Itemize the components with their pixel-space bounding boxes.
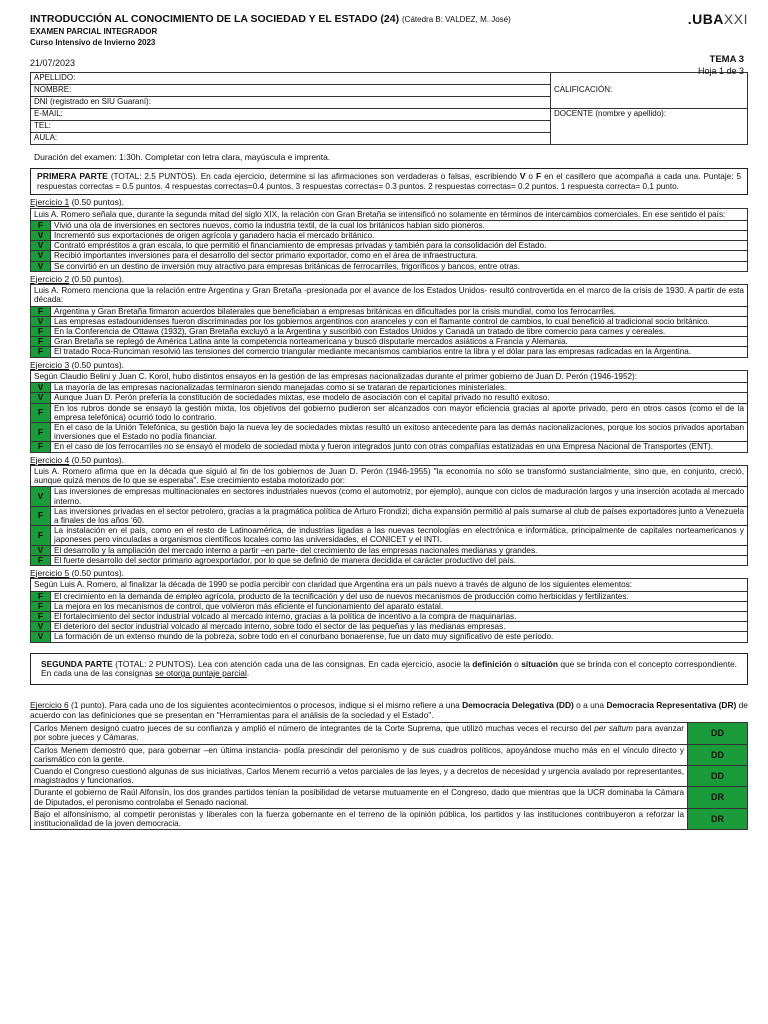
statement-text: El fuerte desarrollo del sector primario agroexportador, por lo que se definió de manera decidida el carácter productivo del país.	[51, 555, 748, 565]
statement-text: Aunque Juan D. Perón prefería la constitución de sociedades mixtas, ese modelo de asociación con el capital privado no resultó exitoso.	[51, 393, 748, 403]
statement-text: La mejora en los mecanismos de control, que volvieron más eficiente el funcionamiento del aparato estatal.	[51, 601, 748, 611]
answer-box[interactable]: V	[31, 251, 51, 261]
hoja-label: Hoja 1 de 3	[697, 66, 744, 77]
statement-text: Las inversiones de empresas multinacionales en sectores industriales nuevos (como el automotriz, por ejemplo), aunque con ciclos de maduración largos y una inserción acotada al mercado interno.	[51, 487, 748, 506]
answer-box[interactable]: F	[31, 555, 51, 565]
answer-box[interactable]: V	[31, 545, 51, 555]
statement-text: La mayoría de las empresas nacionalizadas terminaron siendo manejadas como si se trataran de reparticiones ministeriales.	[51, 383, 748, 393]
statement-row	[31, 403, 748, 422]
exercise-stem: Según Luis A. Romero, al finalizar la década de 1990 se podía percibir con claridad que Argentina era un país nuevo a través de alguno de los siguientes elementos:	[31, 579, 748, 591]
statement-text: En la Conferencia de Ottawa (1932), Gran Bretaña excluyó a la Argentina y suscribió con Estados Unidos y Canadá un tratado de libre comercio para carnes y cereales.	[51, 326, 748, 336]
part-two-instructions: SEGUNDA PARTE (TOTAL: 2 PUNTOS). Lea con atención cada una de las consignas. En cada ejercicio, asocie la definición o situación que se brinda con el concepto correspondiente. En cada una de las consignas se otorga puntaje parcial.	[30, 653, 748, 686]
field-dni[interactable]: DNI (registrado en SIU Guaraní):	[31, 96, 551, 108]
duration-note: Duración del examen: 1:30h. Completar con letra clara, mayúscula e imprenta.	[34, 151, 331, 162]
exercise-6-instructions: Ejercicio 6 (1 punto). Para cada uno de los siguientes acontecimientos o procesos, indique si el mismo refiere a una Democracia Delegativa (DD) o a una Democracia Representativa (DR) de acuerdo con las definiciones que se presentan en "Herramientas para el análisis de la sociedad y el Estado".	[30, 700, 748, 720]
statement-text: Argentina y Gran Bretaña firmaron acuerdos bilaterales que beneficiaban a empresas británicas en dificultades por la crisis mundial, como los ferrocarriles.	[51, 306, 748, 316]
statement-row	[31, 347, 748, 357]
exercise-table	[30, 370, 748, 453]
statement-row	[31, 230, 748, 240]
statement-row	[31, 326, 748, 336]
statement-text: Carlos Menem designó cuatro jueces de su confianza y amplió el número de integrantes de la Corte Suprema, que utilizó muchas veces el recurso del per saltum para avanzar por sobre jueces y Cámaras.	[31, 723, 688, 744]
statement-text: El deterioro del sector industrial volcado al mercado interno, sobre todo el sector de las pequeñas y las medianas empresas.	[51, 622, 748, 632]
field-aula[interactable]: AULA:	[31, 132, 551, 144]
calificacion-field[interactable]: CALIFICACIÓN:	[551, 72, 748, 108]
statement-row	[31, 723, 748, 744]
exercise-title: Ejercicio 1 (0.50 puntos).	[30, 197, 125, 208]
exercise-stem: Luis A. Romero señala que, durante la segunda mitad del siglo XIX, la relación con Gran Bretaña se intensificó no solamente en términos de intercambios comerciales. En ese sentido el país:	[31, 208, 748, 220]
exercise-stem: Luis A. Romero afirma que en la década que siguió al fin de los gobiernos de Juan D. Perón (1946-1955) "la economía no sólo se transformó sustancialmente, sino que, en conjunto, creció, aunque quizá menos de lo que se esperaba". Ese crecimiento estaba motorizado por:	[31, 466, 748, 487]
answer-box[interactable]: F	[31, 220, 51, 230]
statement-text: El crecimiento en la demanda de empleo agrícola, producto de la tecnificación y del uso de nuevos mecanismos de producción como herbicidas y fertilizantes.	[51, 591, 748, 601]
statement-row	[31, 632, 748, 642]
statement-text: Bajo el alfonsinismo, al competir peronistas y liberales con la fuerza gobernante en el terreno de la opinión pública, los partidos y las instituciones contribuyeron a reforzar la institucionalidad de la joven democracia.	[31, 808, 688, 829]
answer-box[interactable]: F	[31, 601, 51, 611]
exercise-table	[30, 578, 748, 642]
exam-type: EXAMEN PARCIAL INTEGRADOR	[30, 26, 158, 36]
tema-block	[698, 54, 744, 78]
exercise-title: Ejercicio 2 (0.50 puntos).	[30, 273, 125, 284]
statement-text: El desarrollo y la ampliación del mercado interno a partir –en parte- del crecimiento de las empresas nacionales medianas y grandes.	[51, 545, 748, 555]
statement-text: En el caso de los ferrocarriles no se ensayó el modelo de sociedad mixta y fueron integrados junto con otras compañías estatizadas en una Empresa Nacional de Transportes (ENT).	[51, 442, 748, 452]
answer-box[interactable]: F	[31, 306, 51, 316]
statement-row	[31, 765, 748, 786]
statement-row	[31, 422, 748, 441]
course-period: Curso Intensivo de Invierno 2023	[30, 37, 156, 47]
statement-row	[31, 220, 748, 230]
answer-box[interactable]: V	[31, 393, 51, 403]
answer-box[interactable]: F	[31, 403, 51, 422]
exam-date: 21/07/2023	[30, 57, 76, 68]
statement-text: Cuando el Congreso cuestionó algunas de sus iniciativas, Carlos Menem recurrió a vetos parciales de las leyes, y a decretos de necesidad y urgencia avalado por representantes, magistrados y funcionarios.	[31, 765, 688, 786]
statement-text: Durante el gobierno de Raúl Alfonsín, los dos grandes partidos tenían la posibilidad de vetarse mutuamente en el Congreso, dado que mientras que la UCR dominaba la Cámara de Diputados, el peronismo controlaba el Senado nacional.	[31, 787, 688, 808]
answer-box[interactable]: F	[31, 337, 51, 347]
answer-box[interactable]: DD	[688, 744, 748, 765]
statement-row	[31, 506, 748, 525]
answer-box[interactable]: V	[31, 632, 51, 642]
uba-logo: .UBAXXI	[687, 11, 748, 27]
course-title: INTRODUCCIÓN AL CONOCIMIENTO DE LA SOCIEDAD Y EL ESTADO (24) (Cátedra B: VALDEZ, M. José)	[30, 13, 511, 25]
answer-box[interactable]: F	[31, 422, 51, 441]
docente-field[interactable]: DOCENTE (nombre y apellido):	[551, 108, 748, 144]
answer-box[interactable]: DR	[688, 808, 748, 829]
exercise-table	[30, 284, 748, 357]
statement-row	[31, 526, 748, 545]
statement-text: Recibió importantes inversiones para el desarrollo del sector primario exportador, como en el área de infraestructura.	[51, 251, 748, 261]
statement-row	[31, 808, 748, 829]
statement-row	[31, 555, 748, 565]
statement-text: Contrató empréstitos a gran escala, lo que permitió el financiamiento de empresas privadas y también para la consolidación del Estado.	[51, 241, 748, 251]
tema-label: TEMA 3	[709, 54, 744, 65]
answer-box[interactable]: F	[31, 526, 51, 545]
exercise-stem: Según Claudio Belini y Juan C. Korol, hubo distintos ensayos en la gestión de las empresas nacionalizadas durante el primer gobierno de Juan D. Perón (1946-1952):	[31, 371, 748, 383]
statement-row	[31, 316, 748, 326]
student-id-table	[30, 72, 748, 145]
statement-row	[31, 261, 748, 271]
answer-box[interactable]: V	[31, 241, 51, 251]
exercise-title: Ejercicio 5 (0.50 puntos).	[30, 567, 125, 578]
statement-row	[31, 545, 748, 555]
exam-page	[30, 10, 748, 830]
answer-box[interactable]: F	[31, 506, 51, 525]
exercise-6-table	[30, 722, 748, 830]
exercises-container	[30, 198, 748, 643]
statement-text: La formación de un extenso mundo de la pobreza, sobre todo en el conurbano bonaerense, fue un dato muy significativo de este período.	[51, 632, 748, 642]
answer-box[interactable]: V	[31, 383, 51, 393]
statement-row	[31, 251, 748, 261]
exercise-title: Ejercicio 4 (0.50 puntos).	[30, 454, 125, 465]
statement-text: En el caso de la Unión Telefónica, su gestión bajo la nueva ley de sociedades mixtas resultó un exitoso antecedente para las demás nacionalizaciones, porque los socios privados aportaban inversiones que el Estado no podía financiar.	[51, 422, 748, 441]
answer-box[interactable]: V	[31, 487, 51, 506]
statement-text: Carlos Menem demostró que, para gobernar –en última instancia- podía prescindir del peronismo y de sus cuadros políticos, apoyándose mucho más en el vínculo directo y carismático con la gente.	[31, 744, 688, 765]
answer-box[interactable]: F	[31, 347, 51, 357]
exercise-stem: Luis A. Romero menciona que la relación entre Argentina y Gran Bretaña -presionada por el avance de los Estados Unidos- resultó controvertida en el marco de la crisis de 1930. A partir de esta década:	[31, 285, 748, 306]
answer-box[interactable]: DD	[688, 765, 748, 786]
statement-row	[31, 306, 748, 316]
statement-row	[31, 622, 748, 632]
statement-text: Se convirtió en un destino de inversión muy atractivo para empresas británicas de ferrocarriles, frigoríficos y bancos, entre otras.	[51, 261, 748, 271]
answer-box[interactable]: DD	[688, 723, 748, 744]
statement-row	[31, 591, 748, 601]
statement-row	[31, 241, 748, 251]
answer-box[interactable]: DR	[688, 787, 748, 808]
statement-row	[31, 787, 748, 808]
statement-text: Las inversiones privadas en el sector petrolero, gracias a la pragmática política de Arturo Frondizi; dicha expansión permitió al país sumarse al club de países exportadores junto a Venezuela a finales de los años ‘60.	[51, 506, 748, 525]
statement-text: Gran Bretaña se replegó de América Latina ante la competencia norteamericana y buscó disputarle mercados asiáticos a Francia y Alemania.	[51, 337, 748, 347]
answer-box[interactable]: V	[31, 230, 51, 240]
field-nombre[interactable]: NOMBRE:	[31, 84, 551, 96]
answer-box[interactable]: V	[31, 261, 51, 271]
field-email[interactable]: E-MAIL:	[31, 108, 551, 120]
statement-text: El tratado Roca-Runciman resolvió las tensiones del comercio triangular mediante mecanismos cambiarios entre la libra y el dólar para las empresas radicadas en la Argentina.	[51, 347, 748, 357]
statement-text: Vivió una ola de inversiones en sectores nuevos, como la industria textil, de la cual los británicos habían sido pioneros.	[51, 220, 748, 230]
answer-box[interactable]: F	[31, 612, 51, 622]
answer-box[interactable]: F	[31, 591, 51, 601]
exercise-title: Ejercicio 3 (0.50 puntos).	[30, 359, 125, 370]
statement-row	[31, 337, 748, 347]
answer-box[interactable]: F	[31, 326, 51, 336]
answer-box[interactable]: V	[31, 622, 51, 632]
statement-row	[31, 601, 748, 611]
statement-row	[31, 442, 748, 452]
statement-text: La instalación en el país, como en el resto de Latinoamérica, de industrias ligadas a las nuevas tecnologías en electrónica e informática, principalmente de capitales norteamericanos y japoneses pero vinculadas a organismos científicos locales como las universidades, el CONICET y el INTI.	[51, 526, 748, 545]
part-one-instructions: PRIMERA PARTE (TOTAL: 2.5 PUNTOS). En cada ejercicio, determine si las afirmaciones son verdaderas o falsas, escribiendo V o F en el casillero que acompaña a cada una. Puntaje: 5 respuestas correctas = 0.5 puntos. 4 respuestas correctas=0.4 puntos. 3 respuestas correctas= 0.3 puntos. 2 respuestas correctas= 0.2 puntos. 1 respuesta correcta= 0.1 punto.	[30, 168, 748, 195]
field-tel[interactable]: TEL:	[31, 120, 551, 132]
exercise-table	[30, 208, 748, 272]
statement-row	[31, 612, 748, 622]
answer-box[interactable]: V	[31, 316, 51, 326]
answer-box[interactable]: F	[31, 442, 51, 452]
exercise-table	[30, 465, 748, 566]
statement-text: El fortalecimiento del sector industrial volcado al mercado interno, gracias a la política de incentivo a la compra de maquinarias.	[51, 612, 748, 622]
statement-row	[31, 487, 748, 506]
statement-text: Las empresas estadounidenses fueron discriminadas por los gobiernos argentinos con aranceles y con el flamante control de cambios, lo cual benefició al tradicional socio británico.	[51, 316, 748, 326]
statement-text: Incrementó sus exportaciones de origen agrícola y ganadero hacia el mercado británico.	[51, 230, 748, 240]
statement-text: En los rubros donde se ensayó la gestión mixta, los objetivos del gobierno pudieron ser alcanzados con mayor eficiencia gracias al aporte privado, pero en otros casos (como el de la empresa telefónica) ocurrió todo lo contrario.	[51, 403, 748, 422]
field-apellido[interactable]: APELLIDO:	[31, 72, 551, 84]
catedra: (Cátedra B: VALDEZ, M. José)	[402, 15, 511, 24]
statement-row	[31, 744, 748, 765]
statement-row	[31, 393, 748, 403]
statement-row	[31, 383, 748, 393]
